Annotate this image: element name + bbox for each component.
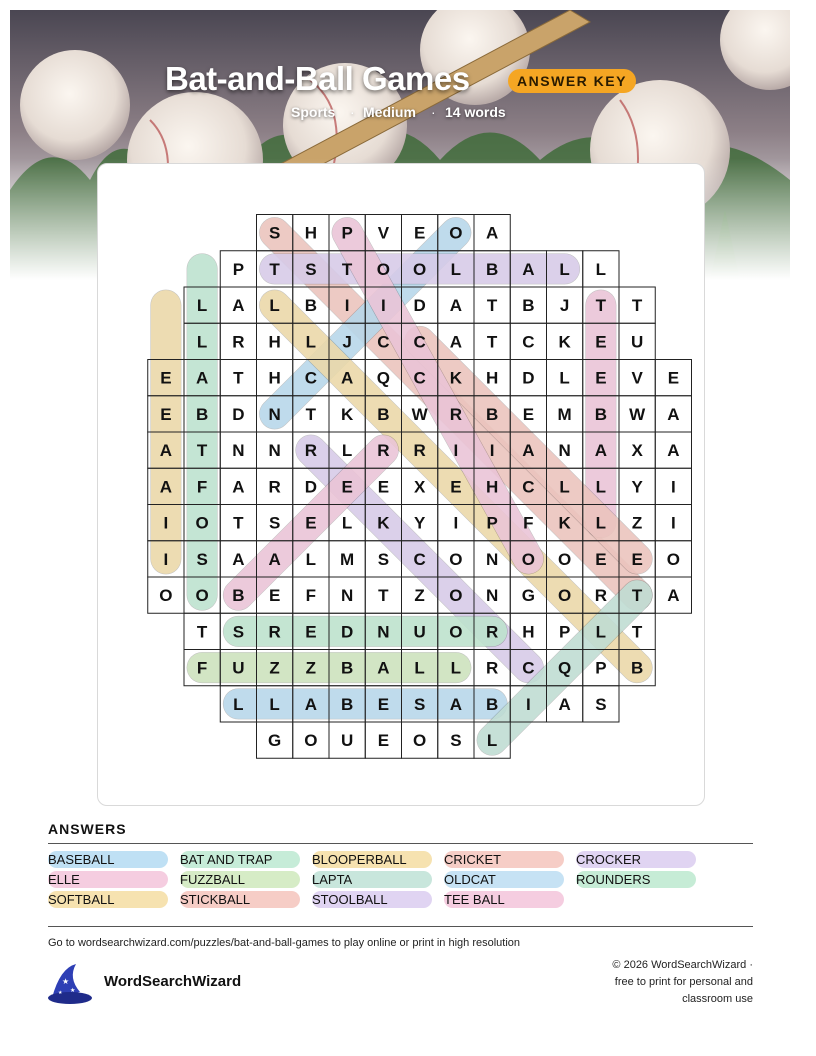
grid-letter: S bbox=[268, 223, 281, 243]
grid-letter: O bbox=[413, 731, 427, 751]
grid-letter: B bbox=[522, 296, 535, 316]
grid-letter: Y bbox=[413, 513, 426, 533]
grid-letter: T bbox=[631, 296, 643, 316]
grid-letter: A bbox=[195, 368, 209, 388]
answer-label: FUZZBALL bbox=[180, 872, 246, 887]
answer-label: TEE BALL bbox=[444, 892, 505, 907]
grid-letter: O bbox=[521, 549, 535, 569]
grid-letter: A bbox=[268, 549, 281, 569]
answer-label: STICKBALL bbox=[180, 892, 251, 907]
grid-letter: E bbox=[341, 477, 353, 497]
grid-letter: P bbox=[595, 658, 607, 678]
grid-letter: O bbox=[413, 259, 427, 279]
grid-letter: U bbox=[630, 332, 644, 352]
answers-heading: ANSWERS bbox=[48, 821, 127, 837]
grid-letter: H bbox=[485, 368, 499, 388]
grid-letter: E bbox=[377, 477, 390, 497]
grid-letter: E bbox=[595, 368, 607, 388]
grid-letter: L bbox=[450, 259, 462, 279]
grid-letter: A bbox=[558, 694, 571, 714]
grid-letter: K bbox=[449, 368, 463, 388]
grid-letter: J bbox=[342, 332, 352, 352]
grid-letter: B bbox=[340, 694, 354, 714]
grid-letter: B bbox=[630, 658, 644, 678]
divider bbox=[48, 843, 753, 844]
grid-letter: L bbox=[305, 549, 317, 569]
grid-letter: P bbox=[341, 223, 353, 243]
grid-letter: A bbox=[159, 477, 173, 497]
answer-label: BASEBALL bbox=[48, 852, 115, 867]
grid-letter: C bbox=[522, 658, 535, 678]
difficulty-label: Medium bbox=[363, 104, 416, 120]
grid-letter: F bbox=[196, 477, 208, 497]
grid-letter: Q bbox=[558, 658, 572, 678]
grid-letter: S bbox=[377, 549, 390, 569]
grid-letter: L bbox=[559, 368, 570, 388]
grid-letter: V bbox=[631, 368, 643, 388]
grid-letter: B bbox=[594, 404, 608, 424]
grid-letter: B bbox=[304, 296, 318, 316]
grid-letter: T bbox=[233, 368, 244, 388]
answer-item bbox=[312, 891, 388, 908]
grid-letter: B bbox=[485, 404, 499, 424]
grid-letter: Z bbox=[305, 658, 317, 678]
grid-letter: A bbox=[594, 441, 608, 461]
separator-dot: · bbox=[350, 104, 355, 120]
grid-letter: S bbox=[413, 694, 426, 714]
grid-letter: L bbox=[595, 622, 607, 642]
grid-letter: E bbox=[595, 332, 607, 352]
grid-letter: R bbox=[232, 332, 245, 352]
grid-letter: A bbox=[377, 658, 390, 678]
grid-letter: X bbox=[631, 441, 643, 461]
grid-letter: I bbox=[453, 441, 459, 461]
answer-item bbox=[444, 891, 505, 908]
grid-letter: R bbox=[449, 404, 463, 424]
grid-letter: I bbox=[163, 513, 169, 533]
grid-letter: A bbox=[449, 694, 463, 714]
copyright-line-3: classroom use bbox=[682, 993, 753, 1005]
grid-letter: I bbox=[453, 513, 459, 533]
grid-letter: I bbox=[489, 441, 495, 461]
grid-letter: E bbox=[160, 368, 172, 388]
grid-letter: D bbox=[413, 296, 426, 316]
grid-letter: K bbox=[377, 513, 390, 533]
grid-letter: B bbox=[485, 694, 499, 714]
grid-letter: I bbox=[344, 296, 350, 316]
grid-letter: O bbox=[558, 549, 572, 569]
grid-letter: F bbox=[523, 513, 534, 533]
divider bbox=[48, 926, 753, 927]
grid-letter: M bbox=[340, 549, 355, 569]
grid-letter: M bbox=[557, 404, 572, 424]
grid-letter: O bbox=[666, 549, 680, 569]
grid-letter: R bbox=[268, 622, 281, 642]
separator-dot: · bbox=[431, 104, 436, 120]
answer-label: SOFTBALL bbox=[48, 892, 115, 907]
grid-letter: A bbox=[667, 586, 680, 606]
grid-letter: P bbox=[558, 622, 571, 642]
grid-letter: G bbox=[521, 586, 535, 606]
answer-item bbox=[180, 891, 250, 908]
grid-letter: H bbox=[485, 477, 499, 497]
grid-letter: V bbox=[377, 223, 390, 243]
grid-letter: A bbox=[232, 549, 245, 569]
answer-item bbox=[444, 851, 501, 868]
grid-letter: C bbox=[413, 332, 426, 352]
grid-letter: E bbox=[268, 586, 281, 606]
grid-letter: W bbox=[629, 404, 646, 424]
grid-letter: B bbox=[340, 658, 354, 678]
grid-letter: A bbox=[522, 441, 535, 461]
grid-letter: B bbox=[377, 404, 390, 424]
grid-letter: A bbox=[449, 296, 463, 316]
grid-letter: T bbox=[233, 513, 244, 533]
grid-letter: A bbox=[232, 477, 245, 497]
grid-letter: D bbox=[340, 622, 354, 642]
grid-letter: N bbox=[377, 622, 390, 642]
grid-letter: A bbox=[304, 694, 318, 714]
grid-letter: B bbox=[232, 586, 245, 606]
grid-letter: C bbox=[413, 549, 426, 569]
grid-letter: N bbox=[558, 441, 571, 461]
grid-letter: D bbox=[522, 368, 535, 388]
grid-letter: N bbox=[232, 441, 245, 461]
grid-letter: T bbox=[305, 404, 317, 424]
grid-letter: A bbox=[522, 259, 535, 279]
grid-letter: T bbox=[196, 441, 208, 461]
grid-letter: L bbox=[559, 259, 570, 279]
grid-letter: N bbox=[340, 586, 354, 606]
answer-item bbox=[48, 871, 80, 888]
grid-letter: R bbox=[377, 441, 390, 461]
grid-letter: L bbox=[486, 731, 498, 751]
grid-letter: Z bbox=[269, 658, 280, 678]
grid-letter: F bbox=[305, 586, 317, 606]
grid-letter: O bbox=[558, 586, 572, 606]
grid-letter: W bbox=[411, 404, 428, 424]
svg-text:★: ★ bbox=[70, 988, 76, 994]
answer-label: OLDCAT bbox=[444, 872, 496, 887]
answer-item bbox=[180, 871, 245, 888]
grid-letter: T bbox=[341, 259, 353, 279]
grid-letter: R bbox=[268, 477, 281, 497]
grid-letter: E bbox=[595, 549, 607, 569]
grid-letter: E bbox=[450, 477, 462, 497]
grid-letter: R bbox=[485, 658, 499, 678]
grid-letter: C bbox=[522, 332, 535, 352]
grid-letter: B bbox=[195, 404, 209, 424]
grid-letter: E bbox=[160, 404, 172, 424]
answer-label: ELLE bbox=[48, 872, 80, 887]
answer-item bbox=[576, 851, 641, 868]
grid-letter: O bbox=[449, 586, 463, 606]
grid-letter: S bbox=[232, 622, 245, 642]
grid-letter: N bbox=[485, 549, 499, 569]
answer-item bbox=[312, 871, 352, 888]
grid-letter: A bbox=[485, 223, 499, 243]
brand-name: WordSearchWizard bbox=[104, 973, 242, 990]
answer-item bbox=[576, 871, 650, 888]
grid-letter: C bbox=[304, 368, 318, 388]
svg-text:★: ★ bbox=[58, 990, 63, 996]
grid-letter: A bbox=[667, 404, 680, 424]
grid-letter: X bbox=[413, 477, 426, 497]
grid-letter: L bbox=[196, 332, 208, 352]
grid-letter: E bbox=[377, 694, 390, 714]
grid-letter: P bbox=[232, 259, 245, 279]
grid-letter: Q bbox=[376, 368, 390, 388]
grid-letter: C bbox=[522, 477, 535, 497]
grid-letter: Y bbox=[631, 477, 643, 497]
grid-letter: T bbox=[486, 332, 498, 352]
grid-letter: O bbox=[449, 223, 463, 243]
grid-letter: L bbox=[450, 658, 462, 678]
grid-letter: S bbox=[268, 513, 281, 533]
grid-letter: C bbox=[413, 368, 426, 388]
page-title: Bat-and-Ball Games bbox=[165, 60, 470, 97]
grid-letter: S bbox=[595, 694, 607, 714]
grid-letter: N bbox=[268, 441, 281, 461]
grid-letter: T bbox=[196, 622, 208, 642]
grid-letter: J bbox=[559, 296, 570, 316]
answer-label: BLOOPERBALL bbox=[312, 852, 407, 867]
grid-letter: R bbox=[485, 622, 499, 642]
grid-letter: R bbox=[304, 441, 318, 461]
grid-letter: O bbox=[376, 259, 390, 279]
grid-letter: L bbox=[305, 332, 317, 352]
grid-letter: P bbox=[486, 513, 498, 533]
grid-letter: E bbox=[377, 731, 390, 751]
grid-letter: L bbox=[595, 259, 607, 279]
grid-letter: U bbox=[232, 658, 245, 678]
grid-letter: E bbox=[305, 513, 317, 533]
grid-letter: E bbox=[305, 622, 317, 642]
grid-letter: N bbox=[485, 586, 499, 606]
grid-letter: O bbox=[159, 586, 173, 606]
answer-label: LAPTA bbox=[312, 872, 353, 887]
answer-label: CROCKER bbox=[576, 852, 642, 867]
answer-label: STOOLBALL bbox=[312, 892, 388, 907]
grid-letter: E bbox=[667, 368, 680, 388]
grid-letter: K bbox=[558, 332, 571, 352]
answer-label: BAT AND TRAP bbox=[180, 852, 273, 867]
grid-letter: I bbox=[526, 694, 531, 714]
grid-letter: I bbox=[163, 549, 169, 569]
grid-letter: I bbox=[671, 477, 676, 497]
grid-letter: A bbox=[159, 441, 173, 461]
grid-letter: L bbox=[595, 477, 607, 497]
wizard-hat-icon bbox=[46, 962, 94, 1011]
grid-letter: S bbox=[450, 731, 462, 751]
grid-letter: R bbox=[594, 586, 608, 606]
grid-letter: O bbox=[304, 731, 318, 751]
grid-letter: L bbox=[595, 513, 607, 533]
svg-text:★: ★ bbox=[62, 977, 70, 986]
answer-item bbox=[48, 851, 115, 868]
grid-letter: K bbox=[558, 513, 571, 533]
category-label: Sports bbox=[291, 104, 336, 120]
grid-letter: T bbox=[486, 296, 498, 316]
grid-letter: L bbox=[559, 477, 570, 497]
grid-letter: B bbox=[485, 259, 499, 279]
grid-letter: E bbox=[631, 549, 643, 569]
grid-letter: I bbox=[381, 296, 386, 316]
grid-letter: Z bbox=[631, 513, 643, 533]
grid-letter: F bbox=[196, 658, 208, 678]
grid-letter: I bbox=[671, 513, 676, 533]
grid-letter: L bbox=[341, 513, 353, 533]
grid-letter: U bbox=[413, 622, 426, 642]
grid-letter: D bbox=[232, 404, 245, 424]
grid-letter: T bbox=[631, 586, 643, 606]
grid-letter: O bbox=[195, 513, 209, 533]
grid-letter: L bbox=[196, 296, 208, 316]
answer-item bbox=[180, 851, 272, 868]
grid-letter: A bbox=[667, 441, 680, 461]
footer-url-text: Go to wordsearchwizard.com/puzzles/bat-and-ball-games to play online or print in high resolution bbox=[48, 937, 521, 949]
grid-letter: L bbox=[269, 694, 280, 714]
grid-letter: O bbox=[195, 586, 209, 606]
grid-letter: L bbox=[414, 658, 425, 678]
word-count-label: 14 words bbox=[445, 104, 506, 120]
grid-letter: E bbox=[413, 223, 426, 243]
grid-letter: A bbox=[449, 332, 463, 352]
grid-letter: G bbox=[268, 731, 282, 751]
answer-label: ROUNDERS bbox=[576, 872, 651, 887]
grid-letter: S bbox=[196, 549, 208, 569]
answer-item bbox=[48, 891, 114, 908]
grid-letter: K bbox=[340, 404, 354, 424]
grid-letter: L bbox=[269, 296, 280, 316]
grid-letter: H bbox=[268, 332, 281, 352]
copyright-line-2: free to print for personal and bbox=[614, 976, 753, 988]
grid-letter: A bbox=[232, 296, 245, 316]
answer-item bbox=[312, 851, 407, 868]
grid-letter: L bbox=[233, 694, 244, 714]
grid-letter: O bbox=[449, 549, 463, 569]
grid-letter: L bbox=[341, 441, 353, 461]
grid-letter: T bbox=[631, 622, 643, 642]
answer-item bbox=[444, 871, 496, 888]
answer-label: CRICKET bbox=[444, 852, 502, 867]
answer-key-badge: ANSWER KEY bbox=[508, 69, 636, 93]
grid-letter: U bbox=[340, 731, 354, 751]
grid-letter: A bbox=[340, 368, 354, 388]
grid-letter: S bbox=[305, 259, 317, 279]
grid-letter: H bbox=[268, 368, 281, 388]
grid-letter: C bbox=[377, 332, 390, 352]
grid-letter: Z bbox=[414, 586, 425, 606]
grid-letter: T bbox=[269, 259, 280, 279]
grid-letter: E bbox=[522, 404, 535, 424]
grid-letter: T bbox=[378, 586, 389, 606]
grid-letter: D bbox=[304, 477, 318, 497]
copyright-line-1: © 2026 WordSearchWizard · bbox=[612, 959, 753, 971]
grid-letter: T bbox=[595, 296, 607, 316]
grid-letter: R bbox=[413, 441, 426, 461]
grid-letter: H bbox=[522, 622, 535, 642]
grid-letter: O bbox=[449, 622, 463, 642]
grid-letter: H bbox=[304, 223, 318, 243]
grid-letter: N bbox=[268, 404, 281, 424]
